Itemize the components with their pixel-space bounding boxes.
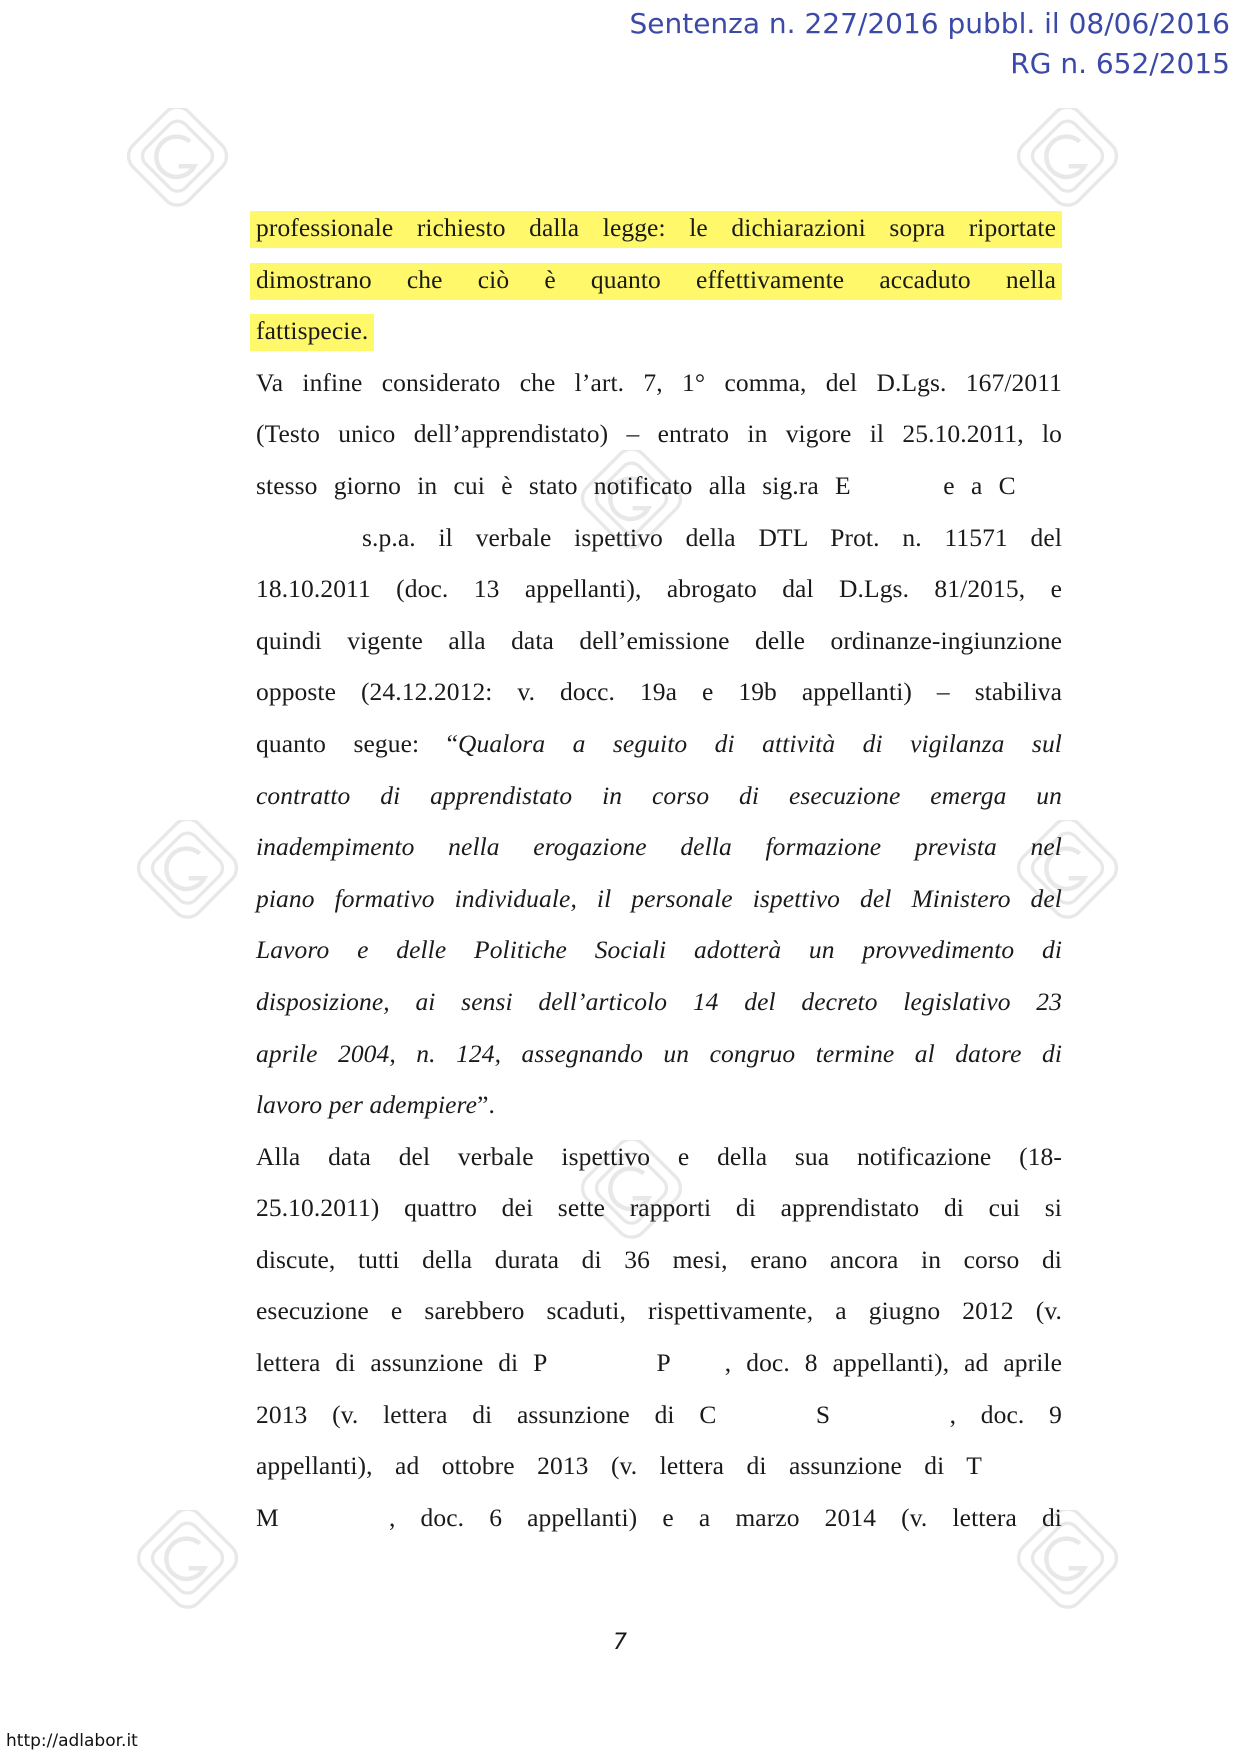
text-fragment: P: [656, 1348, 670, 1378]
text-line: (Testo unico dell’apprendistato) – entrato in vigore il 25.10.2011, lo: [256, 419, 1062, 449]
text-line: [256, 254, 1062, 306]
rg-number: RG n. 652/2015: [1010, 47, 1230, 80]
quote-line: inadempimento nella erogazione della formazione prevista nel: [256, 832, 1062, 862]
text-line: 18.10.2011 (doc. 13 appellanti), abrogato dal D.Lgs. 81/2015, e: [256, 574, 1062, 604]
quote-line: aprile 2004, n. 124, assegnando un congruo termine al datore di: [256, 1038, 1062, 1068]
document-header: [629, 4, 1230, 84]
quote-text: Qualora a seguito di attività di vigilanza sul: [458, 728, 1062, 758]
text-fragment: M: [256, 1502, 279, 1532]
text-fragment: appellanti), ad ottobre 2013 (v. lettera di assunzione di T: [256, 1451, 982, 1481]
text-line: [256, 1440, 1062, 1492]
watermark-logo-icon: [120, 108, 244, 220]
text-line: [256, 1337, 1062, 1389]
quote-line: disposizione, ai sensi dell’articolo 14 del decreto legislativo 23: [256, 986, 1062, 1016]
text-fragment: stesso giorno in cui è stato notificato alla sig.ra E: [256, 470, 851, 500]
quote-text: lavoro per adempiere: [256, 1090, 478, 1120]
text-fragment: e a C: [943, 470, 1016, 500]
text-line: esecuzione e sarebbero scaduti, rispettivamente, a giugno 2012 (v.: [256, 1296, 1062, 1326]
text-fragment: , doc. 9: [949, 1399, 1062, 1429]
text-fragment: 2013 (v. lettera di assunzione di C: [256, 1399, 717, 1429]
text-line: [256, 460, 1062, 512]
highlighted-text: professionale richiesto dalla legge: le dichiarazioni sopra riportate: [250, 211, 1062, 248]
text-line: opposte (24.12.2012: v. docc. 19a e 19b appellanti) – stabiliva: [256, 677, 1062, 707]
text-fragment: lettera di assunzione di P: [256, 1348, 547, 1378]
text-line: [256, 1389, 1062, 1441]
highlighted-text: dimostrano che ciò è quanto effettivamente accaduto nella: [250, 263, 1062, 300]
document-body: [256, 202, 1062, 1543]
highlighted-text: fattispecie.: [250, 314, 374, 351]
text-line: Alla data del verbale ispettivo e della sua notificazione (18-: [256, 1141, 1062, 1171]
text-fragment: , doc. 6 appellanti) e a marzo 2014 (v. lettera di: [388, 1502, 1062, 1532]
text-fragment: quanto segue: “: [256, 728, 459, 758]
footer-url[interactable]: http://adlabor.it: [6, 1731, 138, 1751]
text-line: s.p.a. il verbale ispettivo della DTL Prot. n. 11571 del: [362, 522, 1062, 552]
text-line: [256, 1079, 1062, 1131]
watermark-logo-icon: [130, 820, 254, 932]
text-fragment: , doc. 8 appellanti), ad aprile: [724, 1348, 1063, 1378]
page-number: 7: [613, 1630, 627, 1655]
text-line: 25.10.2011) quattro dei sette rapporti di apprendistato di cui si: [256, 1193, 1062, 1223]
sentence-number: Sentenza n. 227/2016 pubbl. il 08/06/2016: [629, 7, 1230, 40]
text-line: quindi vigente alla data dell’emissione delle ordinanze-ingiunzione: [256, 625, 1062, 655]
watermark-logo-icon: [130, 1510, 254, 1622]
text-line: [256, 718, 1062, 770]
text-line: discute, tutti della durata di 36 mesi, erano ancora in corso di: [256, 1244, 1062, 1274]
text-line: [256, 1492, 1062, 1544]
quote-line: contratto di apprendistato in corso di esecuzione emerga un: [256, 780, 1062, 810]
text-line: [256, 305, 1062, 357]
text-fragment: ”.: [477, 1090, 495, 1120]
text-line: [256, 202, 1062, 254]
quote-line: Lavoro e delle Politiche Sociali adotterà un provvedimento di: [256, 935, 1062, 965]
quote-line: piano formativo individuale, il personale ispettivo del Ministero del: [256, 883, 1062, 913]
text-line: Va infine considerato che l’art. 7, 1° comma, del D.Lgs. 167/2011: [256, 367, 1062, 397]
text-fragment: S: [815, 1399, 831, 1429]
